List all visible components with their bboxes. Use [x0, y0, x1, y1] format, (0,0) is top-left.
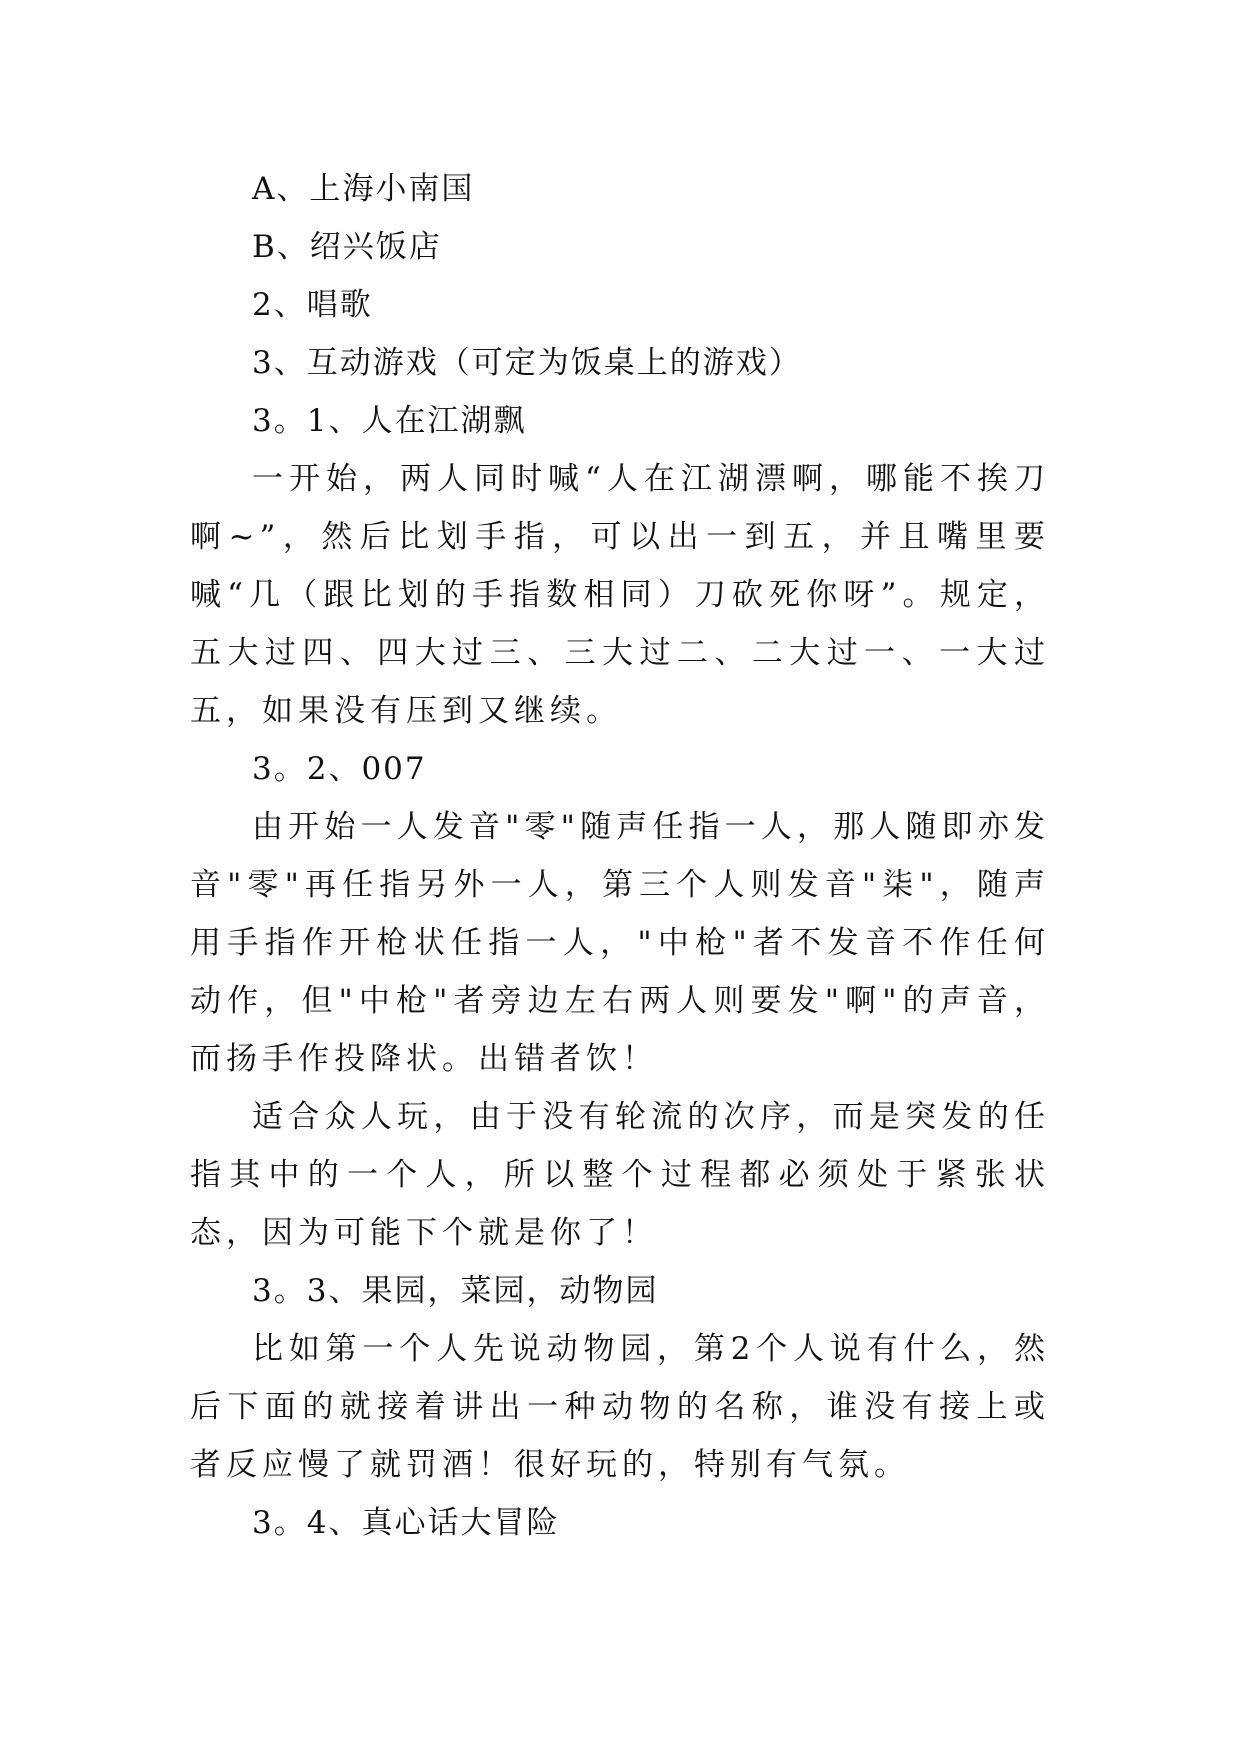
paragraph-game-3-3: 比如第一个人先说动物园，第2个人说有什么，然后下面的就接着讲出一种动物的名称，谁没有接上或者反应慢了就罚酒！很好玩的，特别有气氛。 [190, 1331, 1050, 1483]
section-heading-games: 3、互动游戏（可定为饭桌上的游戏） [252, 345, 802, 381]
list-item-restaurant-b: B、绍兴饭店 [252, 229, 442, 265]
subsection-heading-3-4: 3。4、真心话大冒险 [252, 1505, 560, 1541]
paragraph-game-3-2-rules: 由开始一人发音"零"随声任指一人，那人随即亦发音"零"再任指另外一人，第三个人则发音"柒"，随声用手指作开枪状任指一人，"中枪"者不发音不作任何动作，但"中枪"者旁边左右两人则要发"啊"的声音，而扬手作投降状。出错者饮！ [190, 809, 1050, 1077]
subsection-heading-3-2: 3。2、007 [252, 751, 427, 787]
document-page [190, 160, 1050, 1552]
paragraph-game-3-1: 一开始，两人同时喊“人在江湖漂啊，哪能不挨刀啊~”，然后比划手指，可以出一到五，并且嘴里要喊“几（跟比划的手指数相同）刀砍死你呀”。规定，五大过四、四大过三、三大过二、二大过一、一大过五，如果没有压到又继续。 [190, 461, 1050, 729]
list-item-restaurant-a: A、上海小南国 [252, 171, 475, 207]
section-heading-singing: 2、唱歌 [252, 287, 373, 323]
paragraph-game-3-2-note: 适合众人玩，由于没有轮流的次序，而是突发的任指其中的一个人，所以整个过程都必须处于紧张状态，因为可能下个就是你了！ [190, 1099, 1050, 1251]
subsection-heading-3-3: 3。3、果园，菜园，动物园 [252, 1273, 659, 1309]
subsection-heading-3-1: 3。1、人在江湖飘 [252, 403, 527, 439]
